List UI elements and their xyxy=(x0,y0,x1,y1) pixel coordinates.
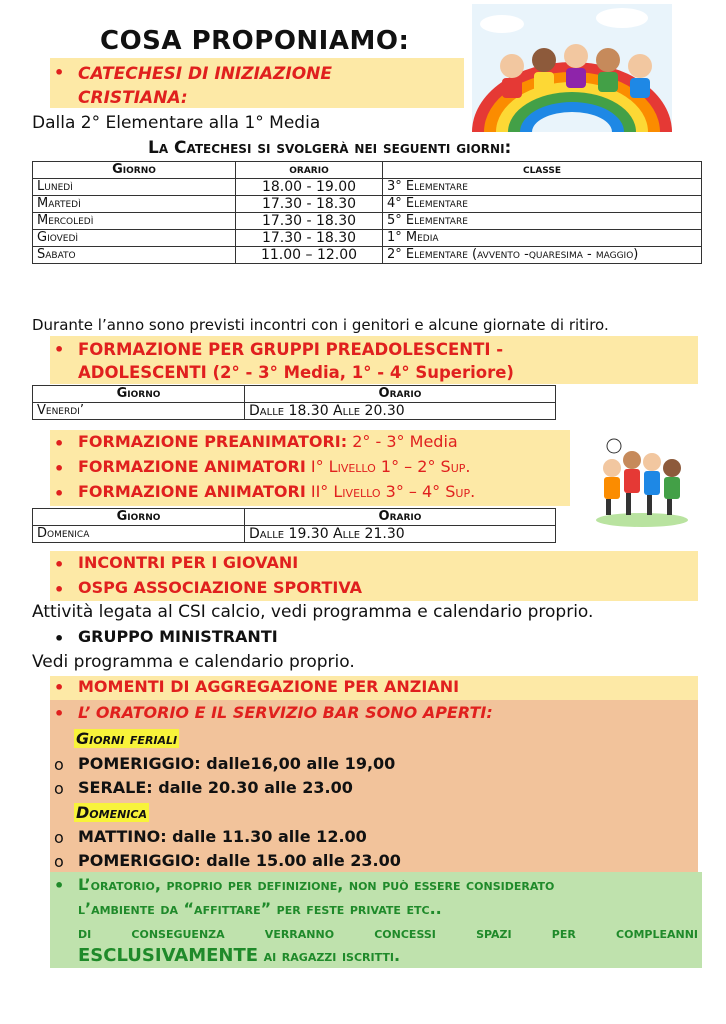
col-orario: Orario xyxy=(245,509,556,526)
animatori-item-1 xyxy=(78,432,458,451)
cell-day: Lunedì xyxy=(33,179,236,196)
notice-line2: l’ambiente da “affittare” per feste private etc.. xyxy=(78,899,442,918)
circle-bullet-icon: o xyxy=(54,779,64,798)
cell-time: 18.00 - 19.00 xyxy=(236,179,383,196)
catechesi-table xyxy=(32,161,702,264)
col-giorno: Giorno xyxy=(33,509,245,526)
circle-bullet-icon: o xyxy=(54,828,64,847)
cell-time: Dalle 18.30 Alle 20.30 xyxy=(245,403,556,420)
bullet-icon: • xyxy=(54,459,65,478)
page-title: COSA PROPONIAMO: xyxy=(100,26,410,56)
animatori-table xyxy=(32,508,556,543)
cell-class: 5° Elementare xyxy=(383,213,702,230)
circle-bullet-icon: o xyxy=(54,755,64,774)
cell-time: 11.00 – 12.00 xyxy=(236,247,383,264)
cell-time: 17.30 - 18.30 xyxy=(236,230,383,247)
kids-group-illustration xyxy=(592,436,692,528)
bullet-icon: • xyxy=(54,704,65,723)
notice-line3: di conseguenza verranno concessi spazi per compleanni xyxy=(78,923,698,942)
bullet-icon: • xyxy=(54,340,65,359)
animatori-item-3-rest: II° Livello 3° – 4° Sup. xyxy=(305,482,476,501)
table-row xyxy=(33,196,702,213)
cell-class: 1° Media xyxy=(383,230,702,247)
col-giorno: Giorno xyxy=(33,162,236,179)
anziani-heading: MOMENTI DI AGGREGAZIONE PER ANZIANI xyxy=(78,677,460,696)
table-header-row xyxy=(33,386,556,403)
animatori-item-3-bold: FORMAZIONE ANIMATORI xyxy=(78,482,306,501)
notice-line1: L’oratorio, proprio per definizione, non può essere considerato xyxy=(78,875,555,894)
table-row xyxy=(33,230,702,247)
cell-day: Venerdi’ xyxy=(33,403,245,420)
table-header-row xyxy=(33,162,702,179)
ministranti-note: Vedi programma e calendario proprio. xyxy=(32,652,355,672)
col-classe: classe xyxy=(383,162,702,179)
preadolescenti-line2: ADOLESCENTI (2° - 3° Media, 1° - 4° Superiore) xyxy=(78,363,514,382)
table-row xyxy=(33,526,556,543)
catechesi-range: Dalla 2° Elementare alla 1° Media xyxy=(32,113,321,133)
bullet-icon: • xyxy=(54,876,65,895)
bullet-icon: • xyxy=(54,434,65,453)
cell-time: 17.30 - 18.30 xyxy=(236,196,383,213)
notice-line4-rest: ai ragazzi iscritti. xyxy=(258,946,401,965)
col-orario: orario xyxy=(236,162,383,179)
bullet-icon: • xyxy=(54,678,65,697)
giovani-heading: INCONTRI PER I GIOVANI xyxy=(78,553,299,572)
col-giorno: Giorno xyxy=(33,386,245,403)
circle-bullet-icon: o xyxy=(54,852,64,871)
animatori-item-2-rest: I° Livello 1° – 2° Sup. xyxy=(305,457,471,476)
bullet-icon: • xyxy=(54,580,65,599)
animatori-item-2 xyxy=(78,457,470,476)
pomeriggio-domenica: POMERIGGIO: dalle 15.00 alle 23.00 xyxy=(78,851,401,870)
cell-time: 17.30 - 18.30 xyxy=(236,213,383,230)
catechesi-note: Durante l’anno sono previsti incontri con i genitori e alcune giornate di ritiro. xyxy=(32,316,609,334)
ministranti-heading: GRUPPO MINISTRANTI xyxy=(78,627,278,646)
domenica-label: Domenica xyxy=(76,803,147,822)
table-row xyxy=(33,247,702,264)
bullet-icon: • xyxy=(54,555,65,574)
animatori-item-2-bold: FORMAZIONE ANIMATORI xyxy=(78,457,306,476)
table-row xyxy=(33,403,556,420)
oratorio-heading: L’ ORATORIO E IL SERVIZIO BAR SONO APERTI: xyxy=(78,703,493,722)
table-row xyxy=(33,179,702,196)
notice-line4 xyxy=(78,945,400,966)
catechesi-heading-line1: CATECHESI DI INIZIAZIONE xyxy=(78,64,333,84)
catechesi-heading xyxy=(78,62,332,110)
preadolescenti-table xyxy=(32,385,556,420)
pomeriggio-feriale: POMERIGGIO: dalle16,00 alle 19,00 xyxy=(78,754,396,773)
col-orario: Orario xyxy=(245,386,556,403)
cell-day: Domenica xyxy=(33,526,245,543)
cell-class: 3° Elementare xyxy=(383,179,702,196)
cell-day: Sabato xyxy=(33,247,236,264)
serale: SERALE: dalle 20.30 alle 23.00 xyxy=(78,778,353,797)
cell-class: 4° Elementare xyxy=(383,196,702,213)
cell-day: Giovedì xyxy=(33,230,236,247)
bullet-icon: • xyxy=(54,629,65,648)
schedule-title: La Catechesi si svolgerà nei seguenti giorni: xyxy=(148,138,512,158)
cell-class: 2° Elementare (avvento -quaresima - maggio) xyxy=(383,247,702,264)
cell-day: Mercoledì xyxy=(33,213,236,230)
notice-emphasis: ESCLUSIVAMENTE xyxy=(78,945,259,966)
mattino: MATTINO: dalle 11.30 alle 12.00 xyxy=(78,827,367,846)
preadolescenti-heading xyxy=(78,338,514,384)
table-row xyxy=(33,213,702,230)
animatori-item-1-rest: 2° - 3° Media xyxy=(347,432,458,451)
bullet-icon: • xyxy=(54,63,65,82)
preadolescenti-line1: FORMAZIONE PER GRUPPI PREADOLESCENTI - xyxy=(78,340,504,359)
animatori-item-3 xyxy=(78,482,475,501)
cell-day: Martedì xyxy=(33,196,236,213)
feriali-label: Giorni feriali xyxy=(76,729,178,748)
bullet-icon: • xyxy=(54,484,65,503)
animatori-item-1-bold: FORMAZIONE PREANIMATORI: xyxy=(78,432,348,451)
kids-rainbow-illustration xyxy=(472,4,672,132)
table-header-row xyxy=(33,509,556,526)
ospg-note: Attività legata al CSI calcio, vedi programma e calendario proprio. xyxy=(32,602,594,622)
catechesi-heading-line2: CRISTIANA: xyxy=(78,88,188,108)
ospg-heading: OSPG ASSOCIAZIONE SPORTIVA xyxy=(78,578,362,597)
cell-time: Dalle 19.30 Alle 21.30 xyxy=(245,526,556,543)
